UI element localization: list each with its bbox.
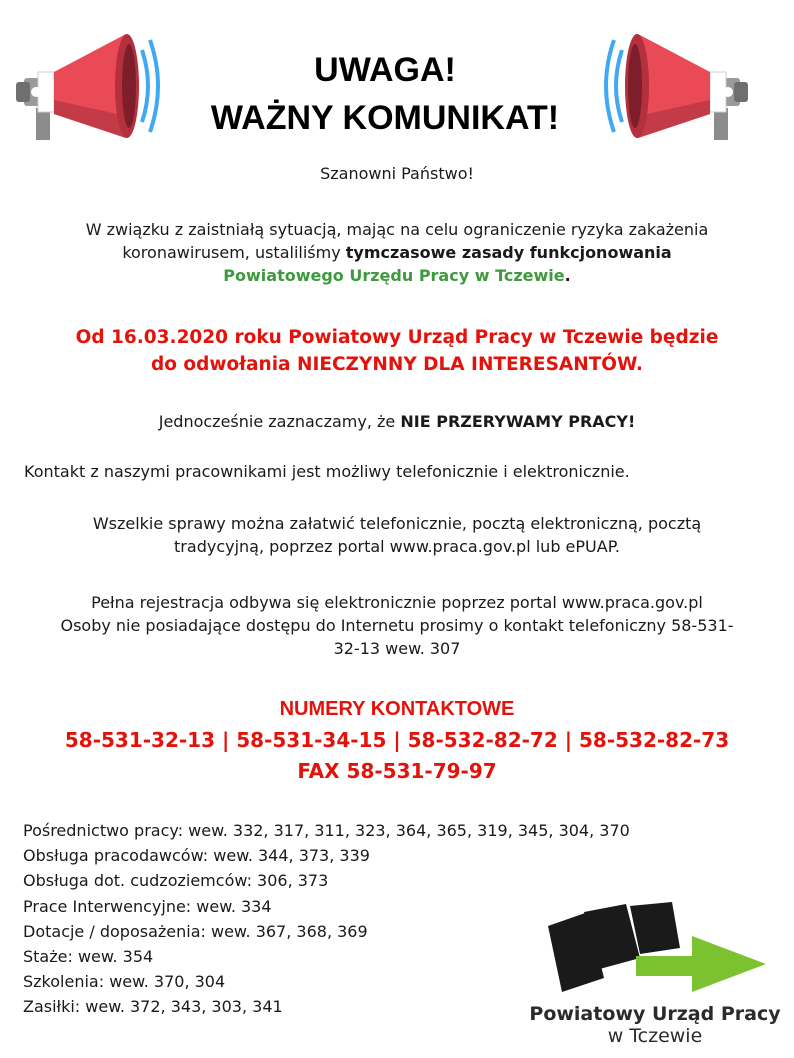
megaphone-right-icon [600,30,750,145]
contacts-phones: 58-531-32-13 | 58-531-34-15 | 58-532-82-72 | 58-532-82-73 [64,728,730,752]
page-title [170,46,600,142]
contacts-fax: FAX 58-531-79-97 [297,759,497,783]
extension-item: Pośrednictwo pracy: wew. 332, 317, 311, 323, 364, 365, 319, 345, 304, 370 [23,821,630,840]
registration-paragraph [20,591,774,660]
extension-item: Prace Interwencyjne: wew. 334 [23,896,272,916]
work-continues [0,410,794,433]
matters-paragraph [20,512,774,558]
closure-notice [0,324,794,378]
intro-paragraph [20,218,774,287]
work-continues-bold: NIE PRZERYWAMY PRACY! [400,412,636,431]
intro-period: . [564,266,571,285]
intro-bold-text: tymczasowe zasady funkcjonowania [345,243,672,262]
extension-item: Obsługa pracodawców: wew. 344, 373, 339 [23,846,370,866]
extension-item: Zasiłki: wew. 372, 343, 303, 341 [23,997,283,1017]
intro-line-1: W związku z zaistniałą sytuacją, mając na celu ograniczenie ryzyka zakażenia [85,220,709,239]
registration-line-1: Pełna rejestracja odbywa się elektronicznie poprzez portal www.praca.gov.pl [91,593,703,612]
notice-line-1: Od 16.03.2020 roku Powiatowy Urząd Pracy w Tczewie będzie [75,327,719,348]
notice-line-2: do odwołania NIECZYNNY DLA INTERESANTÓW. [151,354,643,375]
logo-location: w Tczewie [607,1025,703,1047]
office-name: Powiatowego Urzędu Pracy w Tczewie [223,266,565,285]
pup-logo-icon [540,898,775,994]
contact-info: Kontakt z naszymi pracownikami jest możliwy telefonicznie i elektronicznie. [24,462,630,481]
pup-logo [520,1003,790,1047]
intro-line-3 [20,264,774,287]
contact-numbers [0,694,794,787]
work-continues-text: Jednocześnie zaznaczamy, że [158,412,396,431]
extension-item: Staże: wew. 354 [23,947,154,967]
intro-text: koronawirusem, ustaliliśmy [122,243,341,262]
megaphone-left-icon [14,30,164,145]
extension-item: Szkolenia: wew. 370, 304 [23,972,226,992]
greeting: Szanowni Państwo! [320,164,474,183]
extension-item: Dotacje / doposażenia: wew. 367, 368, 369 [23,921,368,941]
logo-name: Powiatowy Urząd Pracy [529,1003,781,1025]
contacts-heading: NUMERY KONTAKTOWE [279,698,515,720]
title-line-1: UWAGA! [314,51,456,89]
matters-line-1: Wszelkie sprawy można załatwić telefonicznie, pocztą elektroniczną, pocztą [92,514,702,533]
registration-line-2: Osoby nie posiadające dostępu do Internetu prosimy o kontakt telefoniczny 58-531- [60,616,734,635]
title-line-2: WAŻNY KOMUNIKAT! [210,99,560,137]
matters-line-2: tradycyjną, poprzez portal www.praca.gov.pl lub ePUAP. [174,537,620,556]
intro-line-2 [20,241,774,264]
extension-item: Obsługa dot. cudzoziemców: 306, 373 [23,871,329,891]
registration-line-3: 32-13 wew. 307 [333,639,461,658]
